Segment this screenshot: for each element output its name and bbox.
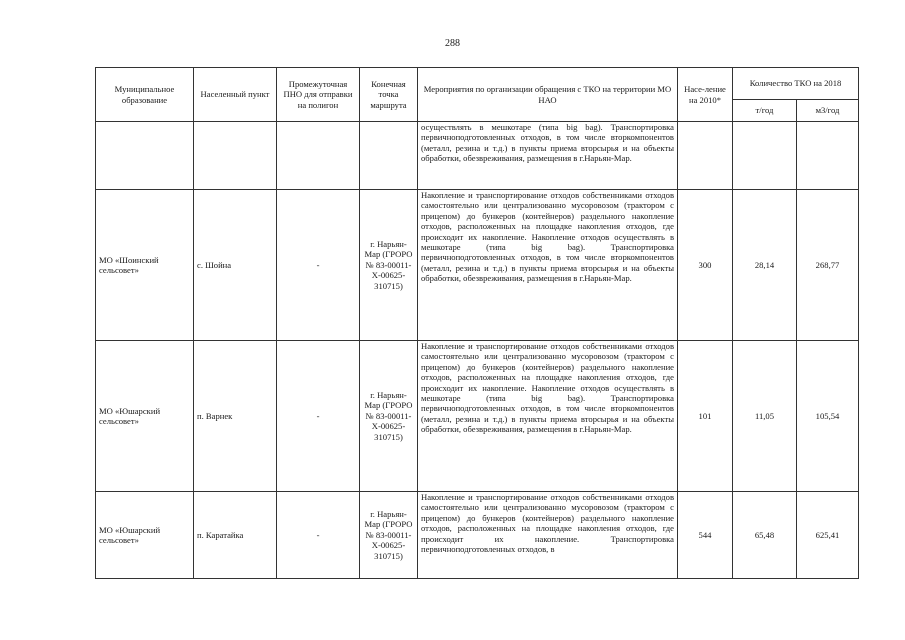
- header-intermediate: Промежуточная ПНО для отправки на полигон: [277, 68, 360, 122]
- cell-municipality: МО «Юшарский сельсовет»: [96, 492, 194, 579]
- table-row: [96, 492, 859, 579]
- cell-intermediate: -: [277, 492, 360, 579]
- cell-settlement: с. Шойна: [194, 190, 277, 341]
- waste-management-table: [95, 67, 859, 579]
- cell-settlement: п. Каратайка: [194, 492, 277, 579]
- cell-m3: 268,77: [797, 190, 859, 341]
- cell-population: 300: [678, 190, 733, 341]
- cell-final-point: г. Нарьян-Мар (ГРОРО № 83-00011-Х-00625-310715): [360, 190, 418, 341]
- cell-settlement: [194, 122, 277, 190]
- cell-tons: [733, 122, 797, 190]
- cell-measures: Накопление и транспортирование отходов собственниками отходов самостоятельно или централизованно мусоровозом (трактором с прицепом) до бункеров (контейнеров) раздельного накопление отходов, расположенных на площадке накопления отходов, где происходит их накопление. Накопление отходов осуществлять в мешкотаре (типа big bag). Транспортировка первичноподготовленных отходов, в том числе вторкомпонентов (металл, резина и т.д.) в пункты приема вторсырья и на объекты обработки, обезвреживания, размещения в г.Нарьян-Мар.: [418, 190, 678, 341]
- cell-measures: Накопление и транспортирование отходов собственниками отходов самостоятельно или централизованно мусоровозом (трактором с прицепом) до бункеров (контейнеров) раздельного накопление отходов, расположенных на площадке накопления отходов, где происходит их накопление. Транспортировка первичноподготовленных отходов, в: [418, 492, 678, 579]
- cell-municipality: МО «Юшарский сельсовет»: [96, 341, 194, 492]
- cell-final-point: г. Нарьян-Мар (ГРОРО № 83-00011-Х-00625-310715): [360, 492, 418, 579]
- cell-tons: 65,48: [733, 492, 797, 579]
- header-volume-group: Количество ТКО на 2018: [733, 68, 859, 100]
- cell-m3: 105,54: [797, 341, 859, 492]
- cell-tons: 28,14: [733, 190, 797, 341]
- cell-tons: 11,05: [733, 341, 797, 492]
- table-row: [96, 122, 859, 190]
- cell-municipality: [96, 122, 194, 190]
- cell-measures: осуществлять в мешкотаре (типа big bag). Транспортировка первичноподготовленных отходов, в том числе вторкомпонентов (металл, резина и т.д.) в пункты приема вторсырья и на объекты обработки, обезвреживания, размещения в г.Нарьян-Мар.: [418, 122, 678, 190]
- cell-population: [678, 122, 733, 190]
- cell-settlement: п. Варнек: [194, 341, 277, 492]
- header-row: [96, 68, 859, 100]
- cell-intermediate: -: [277, 341, 360, 492]
- header-measures: Мероприятия по организации обращения с ТКО на территории МО НАО: [418, 68, 678, 122]
- cell-m3: 625,41: [797, 492, 859, 579]
- header-municipality: Муниципальное образование: [96, 68, 194, 122]
- cell-population: 101: [678, 341, 733, 492]
- cell-measures: Накопление и транспортирование отходов собственниками отходов самостоятельно или централизованно мусоровозом (трактором с прицепом) до бункеров (контейнеров) раздельного накопление отходов, расположенных на площадке накопления отходов, где происходит их накопление. Накопление отходов осуществлять в мешкотаре (типа big bag). Транспортировка первичноподготовленных отходов, в том числе вторкомпонентов (металл, резина и т.д.) в пункты приема вторсырья и на объекты обработки, обезвреживания, размещения в г.Нарьян-Мар.: [418, 341, 678, 492]
- header-m3: м3/год: [797, 100, 859, 122]
- cell-intermediate: [277, 122, 360, 190]
- cell-intermediate: -: [277, 190, 360, 341]
- header-population: Насе-ление на 2010*: [678, 68, 733, 122]
- header-tons: т/год: [733, 100, 797, 122]
- cell-m3: [797, 122, 859, 190]
- page-number: 288: [445, 38, 460, 49]
- table-row: [96, 341, 859, 492]
- cell-municipality: МО «Шоинский сельсовет»: [96, 190, 194, 341]
- cell-final-point: г. Нарьян-Мар (ГРОРО № 83-00011-Х-00625-310715): [360, 341, 418, 492]
- header-settlement: Населенный пункт: [194, 68, 277, 122]
- table-row: [96, 190, 859, 341]
- cell-population: 544: [678, 492, 733, 579]
- header-final-point: Конечная точка маршрута: [360, 68, 418, 122]
- cell-final-point: [360, 122, 418, 190]
